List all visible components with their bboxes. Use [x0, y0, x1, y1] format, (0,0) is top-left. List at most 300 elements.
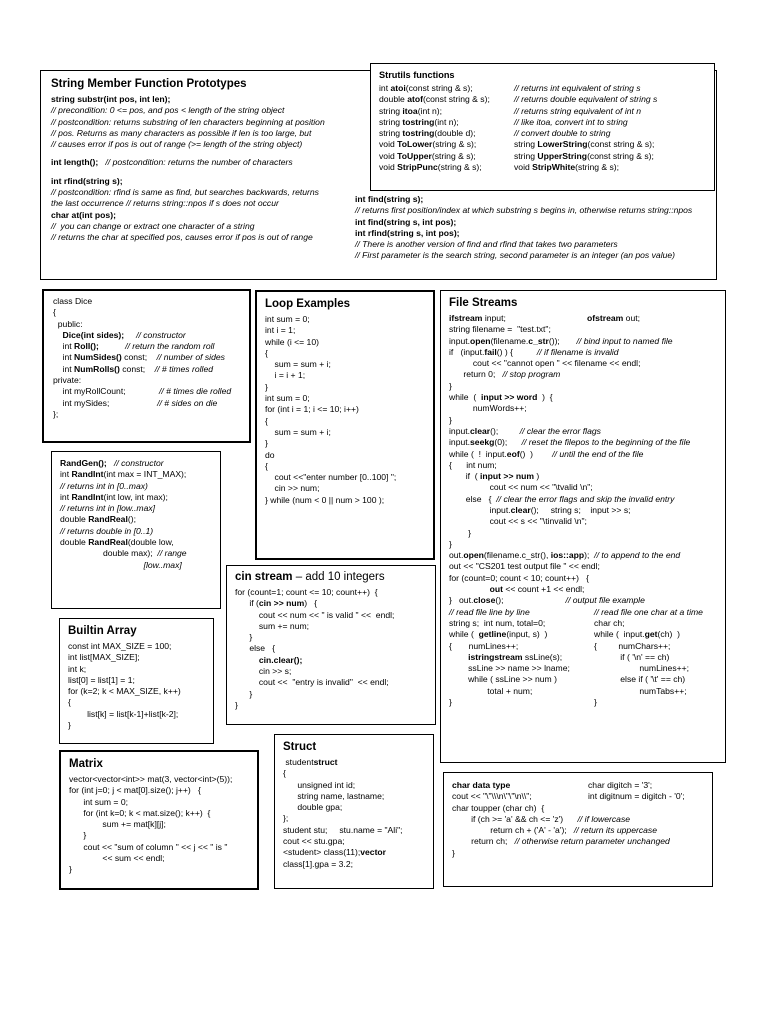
randgen-t: double: [60, 514, 89, 525]
file-stream-t: input.: [449, 437, 471, 448]
getchar-line: [594, 629, 703, 640]
strutils-entry: [514, 106, 657, 117]
dice-line: [53, 307, 231, 318]
file-stream-line: [449, 403, 725, 414]
matrix-line: cout << "sum of column " << j << " is ": [69, 841, 228, 852]
getchar-line: [594, 652, 703, 663]
dice-t: };: [53, 408, 59, 419]
getline-t: while (: [449, 629, 479, 640]
file-stream-t: numWords++;: [449, 403, 527, 414]
randgen-t: double max);: [60, 548, 153, 559]
dice-c: // constructor: [124, 329, 186, 340]
array-line: }: [68, 720, 71, 731]
cin-t: cout << "entry is invalid" << endl;: [235, 677, 389, 688]
strutils-return-type: string: [379, 128, 403, 139]
file-stream-t: }: [449, 380, 452, 391]
file-stream-c: // bind input to named file: [559, 335, 673, 346]
cin-t2: ) {: [304, 598, 318, 609]
toupper-c: // if lowercase: [563, 813, 631, 824]
getline-c: // read file line by line: [449, 606, 530, 617]
file-stream-t: input.: [449, 425, 471, 436]
matrix-line: vector<vector<int>> mat(3, vector<int>(5));: [69, 773, 233, 784]
strutils-return-type: string: [379, 116, 403, 127]
strutils-function-name: StripPunc: [397, 162, 438, 173]
file-stream-c: // reset the filepos to the beginning of the file: [507, 437, 691, 448]
file-stream-c: // until the end of the file: [533, 448, 644, 459]
file-stream-line: [449, 324, 725, 335]
matrix-line: int sum = 0;: [69, 796, 128, 807]
getchar-t: numLines++;: [594, 663, 690, 674]
getline-line: [449, 652, 570, 663]
array-code: [68, 641, 181, 731]
file-stream-line: [449, 358, 725, 369]
array-line: {: [68, 697, 71, 708]
file-stream-line: [449, 347, 725, 358]
loop-line: }: [265, 381, 268, 392]
file-stream-t2: ) {: [537, 392, 553, 403]
loop-line: } while (num < 0 || num > 100 );: [265, 494, 385, 505]
file-stream-t: cout << num << "\tvalid \n";: [449, 482, 593, 493]
randgen-panel: [51, 451, 221, 609]
string-section-title: String Member Function Prototypes: [51, 78, 247, 90]
strutils-return-type: int: [379, 83, 391, 93]
getchar-t: }: [594, 697, 597, 708]
cin-title-bold: cin stream: [235, 571, 293, 583]
cout-escape-line: cout << "\"\\\n\"\"\n\\";: [452, 791, 532, 802]
file-stream-line: [449, 460, 725, 471]
ifstream-var: input;: [482, 312, 506, 323]
loop-line: i = i + 1;: [265, 370, 306, 381]
cin-t: }: [235, 688, 253, 699]
strutils-entry: [379, 151, 490, 162]
file-stream-t: string filename = "test.txt";: [449, 324, 551, 335]
cin-line: [235, 632, 394, 643]
file-stream-t2: << count +1 << endl;: [502, 584, 585, 595]
strutils-args: (string & s);: [432, 139, 477, 150]
dice-c: // # sides on die: [109, 397, 218, 408]
matrix-code: [69, 774, 232, 876]
file-stream-c: // if filename is invalid: [513, 346, 619, 357]
toupper-line: [452, 836, 708, 847]
file-stream-t: if (input.: [449, 346, 485, 357]
dice-t: class Dice: [53, 296, 93, 306]
file-stream-line: [449, 550, 725, 561]
struct-line: [283, 847, 403, 858]
at-comment-0: // you can change or extract one character of a string: [51, 220, 255, 231]
strutils-entry: [514, 94, 657, 105]
getchar-line: [594, 663, 703, 674]
strutils-args: (const string & s);: [405, 83, 473, 93]
strutils-entry: [379, 83, 490, 94]
strutils-args: (const string & s);: [587, 150, 654, 161]
file-stream-line: [449, 471, 725, 482]
file-stream-line: [449, 595, 725, 606]
file-stream-t: while ( ! input.: [449, 448, 507, 459]
strutils-comment: // convert double to string: [514, 128, 611, 139]
cin-line: [235, 598, 394, 609]
getchar-t: char ch;: [594, 617, 625, 628]
dice-b: Roll();: [74, 341, 99, 352]
getchar-b: get: [644, 629, 658, 640]
substr-comment-0: // precondition: 0 <= pos, and pos < length of the string object: [51, 105, 285, 116]
strutils-entry: [514, 128, 657, 139]
strutils-return-type: string: [379, 105, 403, 116]
strutils-comment: // returns int equivalent of string s: [514, 83, 641, 93]
file-stream-b2: c_str: [528, 335, 549, 346]
getchar-t: else if ( '\t' == ch): [594, 674, 686, 685]
getline-t: }: [449, 697, 452, 708]
randgen-t2: (double low,: [127, 537, 174, 548]
struct-b: vector: [360, 847, 387, 858]
strutils-entry: [379, 162, 490, 173]
file-stream-t: return 0;: [449, 369, 496, 380]
randgen-b: RandReal: [88, 514, 128, 525]
toupper-code: [452, 803, 708, 859]
ofstream-keyword: ofstream: [587, 312, 624, 323]
dice-c: // # times rolled: [145, 363, 214, 374]
strutils-function-name: UpperString: [537, 150, 588, 161]
at-comment-1: // returns the char at specified pos, causes error if pos is out of range: [51, 232, 313, 243]
getchar-line: [594, 674, 703, 685]
matrix-line: }: [69, 864, 72, 875]
file-stream-line: [449, 494, 725, 505]
dice-t: public:: [53, 318, 83, 329]
file-stream-b: fail: [484, 346, 497, 357]
substr-proto: string substr(int pos, int len);: [51, 93, 171, 104]
cin-t: else {: [235, 643, 276, 654]
file-stream-line: [449, 392, 725, 403]
rfind2-proto: int rfind(string s, int pos);: [355, 227, 460, 238]
builtin-array-panel: [59, 618, 214, 744]
file-stream-t: for (count=0; count < 10; count++) {: [449, 572, 589, 583]
struct-t: student: [283, 756, 314, 767]
getline-t2: ssLine(s);: [522, 651, 563, 662]
array-line: list[0] = list[1] = 1;: [68, 674, 135, 685]
strutils-args: (string & s);: [437, 162, 482, 173]
struct-line: [283, 859, 403, 870]
cin-title: [235, 570, 394, 585]
file-stream-line: [449, 482, 725, 493]
dice-class-panel: [42, 289, 251, 443]
cin-t: for (count=1; count <= 10; count++) {: [235, 586, 378, 597]
struct-line: [283, 813, 403, 824]
randgen-c: // returns double in [0..1): [60, 525, 154, 536]
struct-line: [283, 757, 403, 768]
cin-stream-panel: [226, 565, 436, 725]
file-stream-b: open: [470, 335, 491, 346]
strutils-return-type: string: [514, 139, 538, 150]
cin-line: [235, 610, 394, 621]
randgen-line: [60, 537, 187, 548]
find-comment-3: // First parameter is the search string, second parameter is an integer (an pos value): [355, 250, 676, 261]
randgen-b: RandReal: [88, 537, 128, 548]
file-stream-b: input >> word: [481, 392, 538, 403]
cin-b: cin >> num: [258, 598, 305, 609]
file-stream-t2: (filename.: [490, 335, 529, 346]
loop-line: {: [265, 347, 268, 358]
strutils-function-name: tostring: [402, 128, 435, 139]
getchar-line: [594, 641, 703, 652]
file-stream-line: [449, 449, 725, 460]
struct-t: string name, lastname;: [283, 790, 385, 801]
file-stream-b: clear: [470, 425, 491, 436]
getline-t: while ( ssLine >> num ): [449, 674, 557, 685]
file-stream-line: [449, 369, 725, 380]
struct-line: [283, 825, 403, 836]
file-stream-line: [449, 561, 725, 572]
file-stream-line: [449, 528, 725, 539]
getchar-line: [594, 607, 703, 618]
file-stream-c: // stop program: [495, 369, 561, 380]
dice-line: [53, 341, 231, 352]
randgen-line: [60, 548, 187, 559]
array-line: const int MAX_SIZE = 100;: [68, 640, 172, 651]
dice-line: [53, 296, 231, 307]
file-stream-t: input.: [449, 335, 471, 346]
file-stream-line: [449, 381, 725, 392]
randgen-line: [60, 514, 187, 525]
cin-t: cin >> s;: [235, 666, 292, 677]
dice-c: // # times die rolled: [125, 386, 232, 397]
struct-code: [283, 757, 403, 870]
randgen-code: [60, 458, 187, 571]
file-stream-t3: ());: [548, 335, 560, 346]
getline-line: [449, 663, 570, 674]
toupper-t: if (ch >= 'a' && ch <= 'z'): [452, 813, 564, 824]
matrix-title: Matrix: [69, 758, 103, 770]
loop-examples-panel: [255, 290, 435, 560]
file-stream-b: input >> num: [480, 471, 534, 482]
strutils-function-name: ToUpper: [397, 150, 432, 161]
toupper-t: return ch + ('A' - 'a');: [452, 825, 567, 836]
strutils-args: (string & s);: [431, 150, 476, 161]
getchar-c: // read file one char at a time: [594, 606, 703, 617]
struct-line: [283, 791, 403, 802]
dice-line: [53, 386, 231, 397]
file-stream-t: }: [449, 414, 452, 425]
strutils-comment: // like itoa, convert int to string: [514, 116, 628, 127]
cin-line: [235, 643, 394, 654]
struct-line: [283, 802, 403, 813]
file-stream-t: out.: [449, 550, 464, 561]
file-stream-c: // clear the error flags: [498, 425, 601, 436]
rfind-proto: int rfind(string s);: [51, 175, 123, 186]
find2-proto: int find(string s, int pos);: [355, 216, 457, 227]
file-stream-t: cout << "cannot open " << filename << endl;: [449, 358, 641, 369]
randgen-t2: (int max = INT_MAX);: [103, 469, 187, 480]
struct-t: unsigned int id;: [283, 779, 356, 790]
file-stream-line: [449, 584, 725, 595]
loop-line: }: [265, 438, 268, 449]
getline-line: [449, 686, 570, 697]
randgen-line: [60, 481, 187, 492]
getline-t: string s; int num, total=0;: [449, 617, 546, 628]
strutils-return-type: string: [514, 150, 538, 161]
dice-t: int myRollCount;: [53, 386, 126, 397]
strutils-entry: [379, 128, 490, 139]
cin-t: }: [235, 699, 238, 710]
strutils-entry: [514, 162, 657, 173]
cin-line: [235, 666, 394, 677]
file-stream-t: cout << s << "\tinvalid \n";: [449, 516, 587, 527]
file-streams-code: [449, 324, 725, 606]
dice-t: private:: [53, 375, 82, 386]
cin-line: [235, 587, 394, 598]
find-proto: int find(string s);: [355, 194, 424, 204]
loop-line: cout <<"enter number [0..100] ";: [265, 472, 397, 483]
strutils-function-name: LowerString: [537, 139, 588, 150]
dice-line: [53, 364, 231, 375]
struct-line: [283, 768, 403, 779]
array-line: int k;: [68, 663, 87, 674]
struct-t: double gpa;: [283, 802, 343, 813]
length-line: [51, 157, 371, 168]
char-type-line2: [452, 791, 708, 802]
getchar-line: [594, 618, 703, 629]
loop-title: Loop Examples: [265, 298, 350, 310]
file-stream-line: [449, 573, 725, 584]
file-stream-b: eof: [506, 448, 520, 459]
strutils-function-name: itoa: [402, 105, 418, 116]
getchar-t: while ( input.: [594, 629, 645, 640]
cin-t: sum += num;: [235, 620, 310, 631]
cin-line: [235, 655, 394, 666]
dice-b: Dice(int sides);: [53, 329, 125, 340]
at-proto: char at(int pos);: [51, 209, 116, 220]
file-stream-t: if (: [449, 471, 481, 482]
file-stream-line: [449, 336, 725, 347]
loop-line: int sum = 0;: [265, 393, 310, 404]
toupper-line: [452, 803, 708, 814]
char-type-header: [452, 780, 708, 791]
strutils-function-name: atof: [407, 94, 423, 105]
strutils-args: (int n);: [417, 105, 443, 116]
dice-line: [53, 352, 231, 363]
file-stream-t: else {: [449, 493, 492, 504]
randgen-c: // returns int in [low..max]: [60, 503, 156, 514]
getline-line: [449, 629, 570, 640]
strutils-args: (const string & s);: [422, 94, 490, 105]
loop-code: [265, 314, 396, 506]
file-streams-panel: [440, 290, 726, 763]
dice-t: int: [53, 352, 75, 363]
randgen-t2: (int low, int max);: [103, 491, 168, 502]
loop-line: {: [265, 415, 268, 426]
file-stream-b: close: [473, 595, 496, 606]
loop-line: cin >> num;: [265, 483, 320, 494]
strutils-panel: [370, 63, 715, 191]
dice-t: {: [53, 307, 56, 318]
strutils-right-column: [514, 83, 657, 173]
cin-line: [235, 700, 394, 711]
substr-comment-3: // causes error if pos is out of range (>= length of the string object): [51, 139, 303, 150]
dice-code: [53, 296, 231, 420]
file-stream-t2: (filename.c_str(),: [483, 550, 551, 561]
dice-line: [53, 319, 231, 330]
strutils-entry: [514, 117, 657, 128]
loop-line: int sum = 0;: [265, 313, 310, 324]
strutils-function-name: atoi: [390, 83, 406, 93]
file-stream-t: input.: [449, 504, 511, 515]
read-char-by-char-code: [594, 607, 703, 709]
struct-t: student stu; stu.name = "Ali";: [283, 824, 403, 835]
toupper-t: }: [452, 847, 455, 858]
getline-b: istringstream: [449, 651, 523, 662]
strutils-args: (double d);: [434, 128, 476, 139]
array-line: int list[MAX_SIZE];: [68, 652, 140, 663]
struct-title: Struct: [283, 741, 317, 753]
getline-line: [449, 674, 570, 685]
find-comment-2: // There is another version of find and rfind that takes two parameters: [355, 239, 618, 250]
randgen-line: [60, 469, 187, 480]
randgen-t: double: [60, 537, 89, 548]
cin-t: cout << num << " is valid " << endl;: [235, 609, 395, 620]
file-stream-t3: );: [584, 550, 590, 561]
matrix-line: << sum << endl;: [69, 853, 165, 864]
dice-t2: const;: [119, 363, 146, 374]
getchar-t2: (ch) ): [657, 629, 680, 640]
dice-c: // return the random roll: [98, 341, 215, 352]
array-line: for (k=2; k < MAX_SIZE, k++): [68, 686, 181, 697]
toupper-t: return ch;: [452, 836, 508, 847]
strutils-comment: // returns string equivalent of int n: [514, 105, 642, 116]
dice-t: int mySides;: [53, 397, 110, 408]
strutils-entry: [514, 139, 657, 150]
struct-t: <student> class(11);: [283, 847, 361, 858]
strutils-return-type: void: [379, 150, 398, 161]
toupper-c: // otherwise return parameter unchanged: [507, 836, 670, 847]
file-stream-line: [449, 505, 725, 516]
file-stream-t2: ();: [490, 425, 499, 436]
file-stream-line: [449, 415, 725, 426]
dice-t2: const;: [121, 352, 148, 363]
getline-t2: (input, s) ): [506, 629, 548, 640]
file-stream-b: out: [449, 584, 503, 595]
ifstream-keyword: ifstream: [449, 312, 483, 323]
ofstream-var: out;: [623, 312, 641, 323]
randgen-c: [low..max]: [60, 559, 182, 570]
file-stream-t: } out.: [449, 595, 474, 606]
getline-b: getline: [478, 629, 507, 640]
builtin-array-title: Builtin Array: [68, 625, 137, 637]
strutils-entry: [379, 94, 490, 105]
cin-t: }: [235, 632, 253, 643]
loop-line: while (i <= 10): [265, 336, 319, 347]
array-line: list[k] = list[k-1]+list[k-2];: [68, 708, 179, 719]
getline-t: total + num;: [449, 685, 533, 696]
getchar-line: [594, 697, 703, 708]
file-streams-title: File Streams: [449, 297, 518, 309]
struct-line: [283, 780, 403, 791]
strutils-title: Strutils functions: [379, 70, 455, 80]
matrix-line: }: [69, 830, 87, 841]
getchar-t: { numChars++;: [594, 640, 671, 651]
matrix-panel: [59, 750, 259, 890]
randgen-line: [60, 526, 187, 537]
dice-b: NumRolls(): [74, 363, 120, 374]
strutils-args: (string & s);: [575, 162, 620, 173]
randgen-b: RandInt: [71, 469, 104, 480]
dice-t: int: [53, 341, 75, 352]
loop-line: sum = sum + i;: [265, 359, 331, 370]
dice-line: [53, 375, 231, 386]
randgen-c: // constructor: [106, 458, 164, 468]
stream-declarations: [449, 313, 725, 324]
char-type-panel: [443, 772, 713, 887]
file-stream-b: clear: [510, 504, 531, 515]
file-stream-line: [449, 426, 725, 437]
cin-t: if (: [235, 598, 259, 609]
